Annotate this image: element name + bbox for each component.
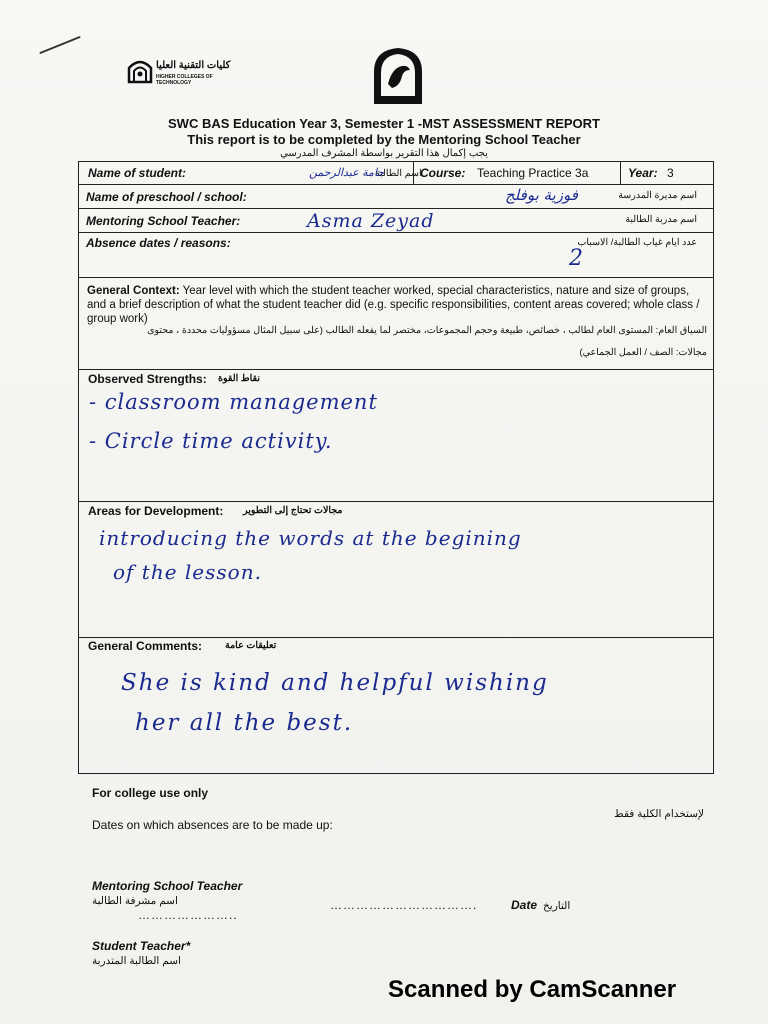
course-label: Course: bbox=[420, 166, 466, 180]
school-row bbox=[79, 185, 713, 209]
hct-emblem-icon bbox=[126, 58, 154, 84]
absence-value: 2 bbox=[569, 246, 583, 271]
absence-makeup-label: Dates on which absences are to be made up: bbox=[92, 818, 333, 832]
divider bbox=[620, 162, 621, 184]
student-row bbox=[79, 162, 713, 185]
divider bbox=[413, 162, 414, 184]
absence-ar-label: عدد ايام غياب الطالبة/ الاسباب bbox=[577, 237, 697, 248]
school-label: Name of preschool / school: bbox=[86, 190, 247, 204]
strengths-row bbox=[79, 370, 713, 502]
year-label: Year: bbox=[628, 166, 658, 180]
context-text: Year level with which the student teacher worked, special characteristics, nature and size of groups, and a brief description of what the student teacher did (e.g. specific responsibilities, content areas covered; whole class / group work) bbox=[87, 285, 700, 325]
development-row bbox=[79, 502, 713, 638]
mentor-signature-label: Mentoring School Teacher bbox=[92, 879, 243, 893]
strengths-line-1: - classroom management bbox=[89, 390, 378, 414]
date-label: Date bbox=[511, 898, 538, 912]
hct-logo bbox=[126, 58, 236, 88]
year-value: 3 bbox=[667, 166, 674, 180]
strengths-label: Observed Strengths: bbox=[88, 372, 207, 386]
comments-ar-label: تعليقات عامة bbox=[225, 640, 277, 651]
context-row bbox=[79, 278, 713, 370]
comments-line-1: She is kind and helpful wishing bbox=[121, 670, 549, 696]
development-line-2: of the lesson. bbox=[113, 560, 262, 584]
student-ar-label: اسم الطالبة bbox=[375, 168, 422, 179]
college-crest-icon bbox=[370, 46, 426, 106]
context-label: General Context: bbox=[87, 285, 180, 297]
strengths-line-2: - Circle time activity. bbox=[89, 429, 333, 453]
camscanner-watermark: Scanned by CamScanner bbox=[388, 976, 677, 1003]
assessment-form bbox=[78, 161, 714, 774]
report-title: SWC BAS Education Year 3, Semester 1 -MST ASSESSMENT REPORT bbox=[168, 116, 600, 131]
absence-label: Absence dates / reasons: bbox=[86, 236, 231, 250]
development-ar-label: مجالات تحتاج إلى التطوير bbox=[243, 505, 343, 516]
report-subtitle-arabic: يجب إكمال هذا التقرير بواسطة المشرف المدرسي bbox=[280, 148, 488, 159]
absence-row bbox=[79, 233, 713, 278]
comments-row bbox=[79, 638, 713, 773]
date-signature-line: ……………………………. bbox=[330, 898, 478, 912]
hct-english-name: HIGHER COLLEGES OF TECHNOLOGY bbox=[156, 74, 213, 86]
development-line-1: introducing the words at the begining bbox=[99, 526, 522, 550]
date-ar-label: التاريخ bbox=[543, 900, 571, 912]
school-ar-label: اسم مديرة المدرسة bbox=[618, 190, 697, 201]
teacher-label: Mentoring School Teacher: bbox=[86, 214, 241, 228]
student-teacher-ar: اسم الطالبة المتدربة bbox=[92, 955, 181, 967]
teacher-row bbox=[79, 209, 713, 233]
mentor-signature-ar: اسم مشرفة الطالبة bbox=[92, 895, 178, 907]
teacher-ar-label: اسم مدربة الطالبة bbox=[625, 214, 697, 225]
student-label: Name of student: bbox=[88, 166, 187, 180]
context-ar-line1: السياق العام: المستوى العام لطالب ، خصائص، طبيعة وحجم المجموعات، مختصر لما يفعله الطالب (على سبيل المثال مسؤوليات محددة ، محتوى bbox=[147, 325, 707, 336]
development-label: Areas for Development: bbox=[88, 504, 224, 518]
mentor-signature-line: ………………….. bbox=[138, 908, 238, 922]
pen-stroke-mark bbox=[39, 36, 81, 54]
context-description bbox=[87, 284, 707, 326]
student-value: حامة عبدالرحمن bbox=[309, 166, 385, 179]
college-use-heading-ar: لإستخدام الكلية فقط bbox=[614, 808, 704, 820]
teacher-value: Asma Zeyad bbox=[307, 210, 435, 232]
hct-arabic-name: كليات التقنية العليا bbox=[156, 60, 231, 71]
comments-label: General Comments: bbox=[88, 639, 203, 653]
student-teacher-label: Student Teacher* bbox=[92, 939, 191, 953]
comments-line-2: her all the best. bbox=[135, 710, 354, 736]
college-use-heading: For college use only bbox=[92, 786, 209, 800]
course-value: Teaching Practice 3a bbox=[477, 166, 589, 180]
context-ar-line2: مجالات: الصف / العمل الجماعي) bbox=[579, 347, 707, 358]
report-subtitle: This report is to be completed by the Mentoring School Teacher bbox=[187, 132, 581, 147]
strengths-ar-label: نقاط القوة bbox=[218, 373, 260, 384]
school-value: فوزية بوفلج bbox=[505, 186, 578, 204]
